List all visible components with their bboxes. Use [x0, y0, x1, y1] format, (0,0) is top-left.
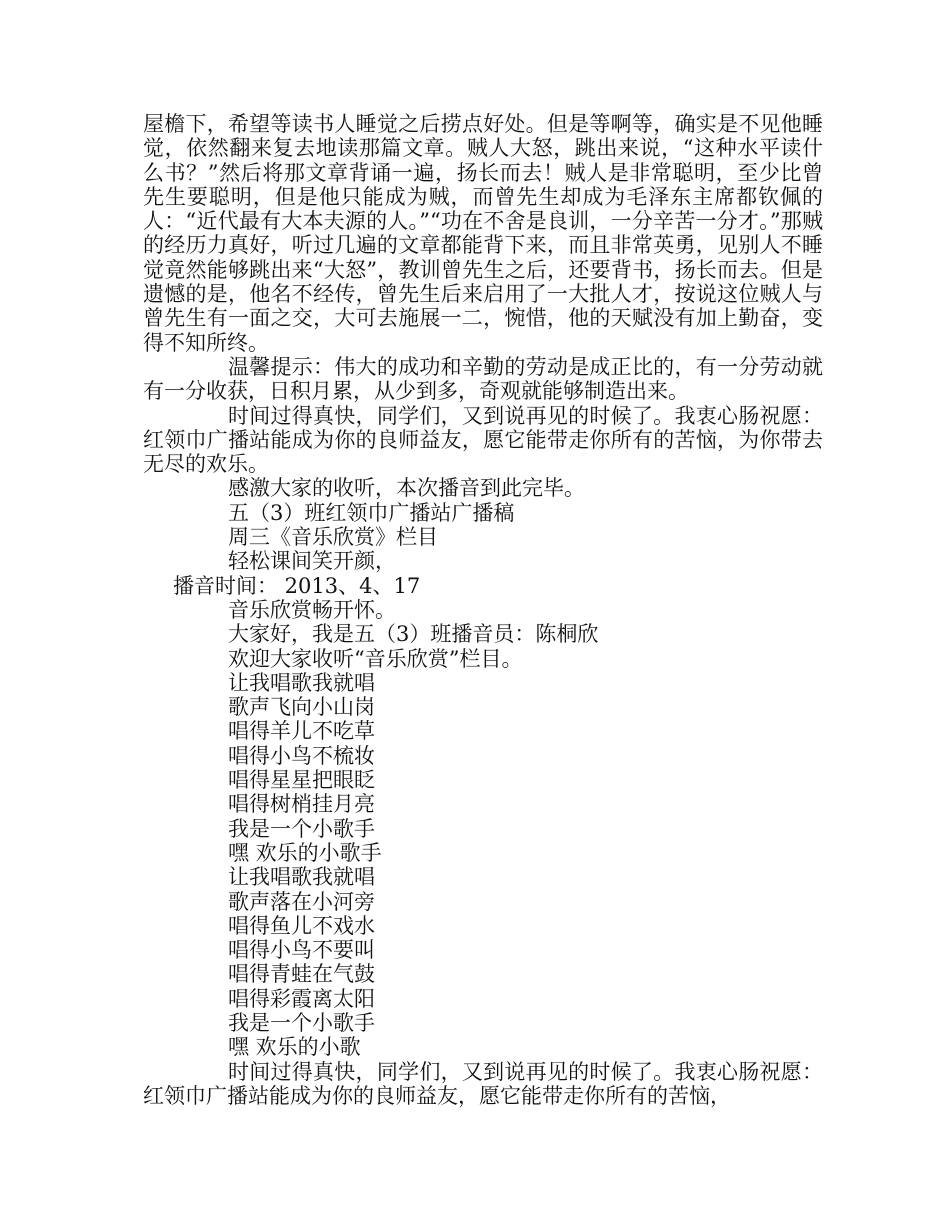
song-line: 让我唱歌我就唱	[228, 670, 375, 695]
song-line: 我是一个小歌手	[228, 1010, 375, 1035]
song-line: 嘿 欢乐的小歌	[228, 1035, 361, 1060]
song-line: 歌声落在小河旁	[228, 889, 375, 914]
welcome-line: 欢迎大家收听“音乐欣赏”栏目。	[228, 646, 523, 671]
song-line: 让我唱歌我就唱	[228, 865, 375, 890]
song-line: 唱得彩霞离太阳	[228, 986, 375, 1011]
story-paragraph: 屋檐下，希望等读书人睡觉之后捞点好处。但是等啊等，确实是不见他睡觉，依然翻来复去地读那篇文章。贼人大怒，跳出来说，“这种水平读什么书？”然后将那文章背诵一遍，扬长而去！贼人是非常聪明，至少比曾先生要聪明，但是他只能成为贼，而曾先生却成为毛泽东主席都钦佩的人：“近代最有大本夫源的人。”“功在不舍是良训，一分辛苦一分才。”那贼的经历力真好，听过几遍的文章都能背下来，而且非常英勇，见别人不睡觉竟然能够跳出来“大怒”，教训曾先生之后，还要背书，扬长而去。但是遗憾的是，他名不经传，曾先生后来启用了一大批人才，按说这位贼人与曾先生有一面之交，大可去施展一二，惋惜，他的天赋没有加上勤奋，变得不知所终。	[143, 112, 823, 355]
song-line: 唱得小鸟不要叫	[228, 938, 375, 963]
song-line: 歌声飞向小山岗	[228, 695, 375, 720]
document-page	[143, 112, 823, 1108]
slogan-line-2: 音乐欣赏畅开怀。	[228, 597, 396, 622]
broadcast-time: 播音时间： 2013、4、17	[173, 573, 421, 598]
slogan-line-1: 轻松课间笑开颜，	[228, 549, 396, 574]
song-line: 唱得青蛙在气鼓	[228, 962, 375, 987]
song-line: 唱得鱼儿不戏水	[228, 913, 375, 938]
closing-paragraph: 时间过得真快，同学们，又到说再见的时候了。我衷心肠祝愿：红领巾广播站能成为你的良师益友，愿它能带走你所有的苦恼，	[143, 1059, 823, 1108]
song-line: 唱得羊儿不吃草	[228, 719, 375, 744]
host-intro: 大家好，我是五（3）班播音员：陈桐欣	[228, 622, 599, 647]
farewell-paragraph: 时间过得真快，同学们，又到说再见的时候了。我衷心肠祝愿：红领巾广播站能成为你的良师益友，愿它能带走你所有的苦恼，为你带去无尽的欢乐。	[143, 403, 823, 477]
tip-paragraph: 温馨提示：伟大的成功和辛勤的劳动是成正比的，有一分劳动就有一分收获，日积月累，从少到多，奇观就能够制造出来。	[143, 354, 823, 404]
thanks-line: 感激大家的收听，本次播音到此完毕。	[228, 476, 585, 501]
column-title: 周三《音乐欣赏》栏目	[228, 525, 438, 550]
song-line: 唱得小鸟不梳妆	[228, 743, 375, 768]
song-line: 我是一个小歌手	[228, 816, 375, 841]
script-title: 五（3）班红领巾广播站广播稿	[228, 500, 515, 525]
song-line: 唱得星星把眼眨	[228, 768, 375, 793]
song-line: 唱得树梢挂月亮	[228, 792, 375, 817]
song-line: 嘿 欢乐的小歌手	[228, 840, 382, 865]
